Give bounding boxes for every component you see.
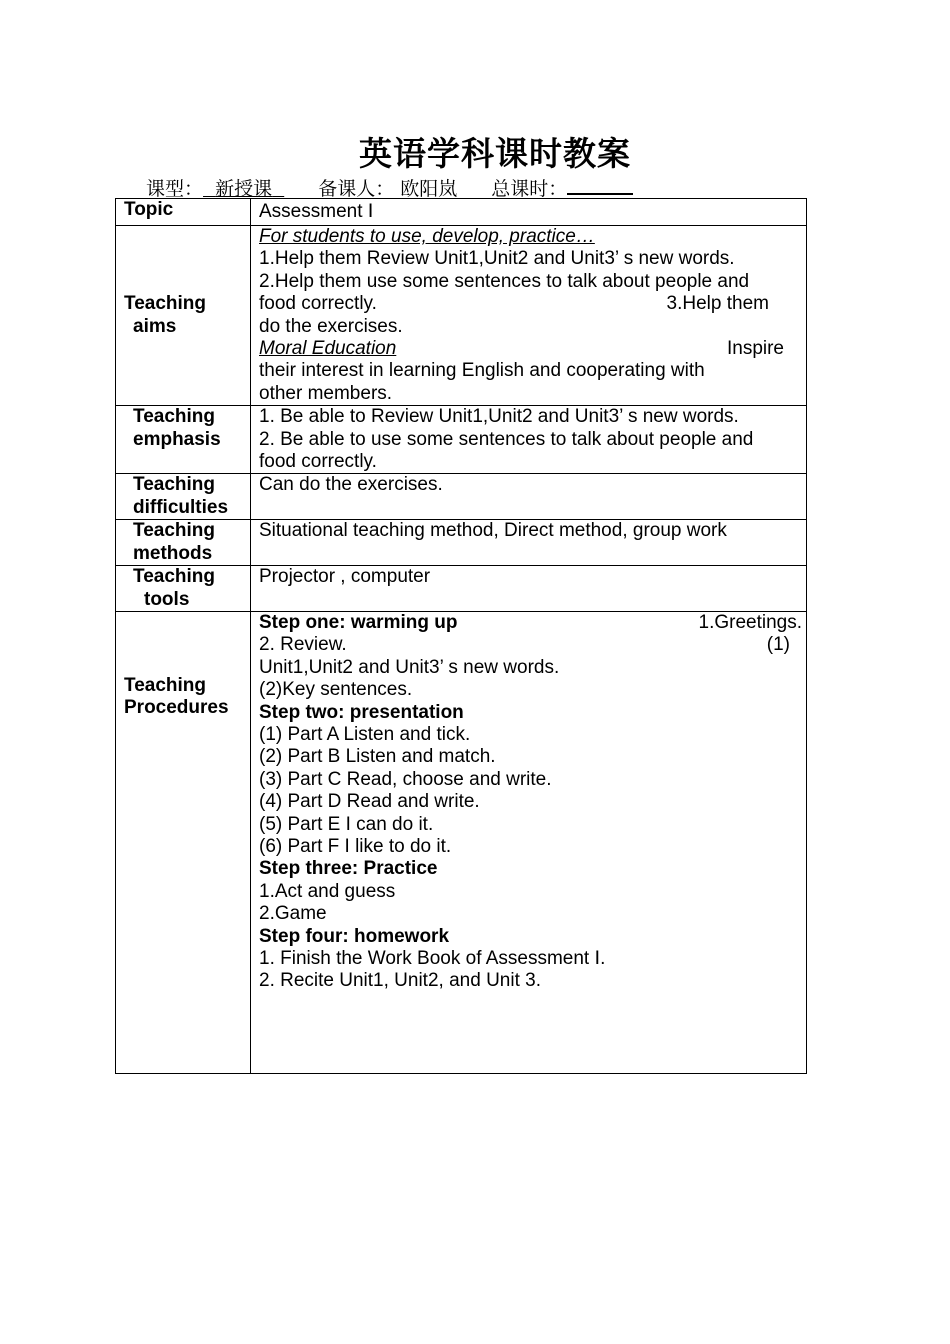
aims-line-4: do the exercises. [259, 315, 403, 337]
moral-line-2: their interest in learning English and cooperating with [259, 360, 705, 382]
topic-label: Topic [116, 199, 251, 226]
lesson-meta [146, 174, 633, 201]
lesson-plan-table [115, 198, 807, 1074]
methods-label: Teaching methods [116, 520, 251, 566]
review-item-1: Unit1,Unit2 and Unit3’ s new words. [259, 656, 560, 678]
total-hours-label: 总课时： [491, 178, 568, 200]
preparer-label: 备课人： [318, 178, 395, 200]
methods-row [116, 520, 807, 566]
aims-line-3: food correctly. 3.Help them [259, 293, 769, 315]
aims-line-2: 2.Help them use some sentences to talk about people and [259, 270, 750, 292]
tools-row [116, 566, 807, 612]
practice-2: 2.Game [259, 903, 327, 925]
topic-row [116, 199, 807, 226]
review-item-2: (2)Key sentences. [259, 679, 413, 701]
procedures-row [116, 611, 807, 1073]
aims-label: Teaching aims [116, 226, 251, 406]
aims-intro: For students to use, develop, practice… [259, 226, 595, 247]
aims-line-1: 1.Help them Review Unit1,Unit2 and Unit3’ s new words. [259, 248, 735, 270]
difficulties-label: Teaching difficulties [116, 474, 251, 520]
difficulties-row [116, 474, 807, 520]
part-a: (1) Part A Listen and tick. [259, 723, 471, 745]
moral-education-line: Moral Education Inspire [259, 338, 784, 360]
homework-2: 2. Recite Unit1, Unit2, and Unit 3. [259, 970, 541, 992]
emphasis-label: Teaching emphasis [116, 406, 251, 474]
topic-value: Assessment Ⅰ [251, 199, 807, 226]
review-line: 2. Review. (1) [259, 634, 790, 656]
methods-value: Situational teaching method, Direct method, group work [251, 520, 807, 566]
total-hours-blank [567, 175, 633, 195]
moral-line-3: other members. [259, 382, 393, 404]
tools-value: Projector , computer [251, 566, 807, 612]
aims-content [251, 226, 807, 406]
emphasis-row [116, 406, 807, 474]
procedures-content [251, 611, 807, 1073]
emphasis-content: 1. Be able to Review Unit1,Unit2 and Unit3’ s new words. 2. Be able to use some sentences to talk about people and food correctly. [251, 406, 807, 474]
document-title: 英语学科课时教案 [359, 134, 631, 173]
difficulties-value: Can do the exercises. [251, 474, 807, 520]
part-d: (4) Part D Read and write. [259, 791, 480, 813]
tools-label: Teaching tools [116, 566, 251, 612]
lesson-type-value: 新授课 [215, 178, 273, 200]
part-c: (3) Part C Read, choose and write. [259, 768, 552, 790]
part-b: (2) Part B Listen and match. [259, 746, 496, 768]
step-three-heading: Step three: Practice [259, 858, 438, 880]
homework-1: 1. Finish the Work Book of Assessment Ⅰ. [259, 948, 606, 969]
procedures-label: Teaching Procedures [116, 611, 251, 1073]
practice-1: 1.Act and guess [259, 880, 396, 902]
aims-row [116, 226, 807, 406]
part-e: (5) Part E I can do it. [259, 813, 434, 835]
step-two-heading: Step two: presentation [259, 701, 464, 723]
step-four-heading: Step four: homework [259, 925, 450, 947]
preparer-value: 欧阳岚 [400, 178, 458, 200]
step-one-line: Step one: warming up 1.Greetings. [259, 611, 802, 633]
part-f: (6) Part F I like to do it. [259, 835, 452, 857]
lesson-type-label: 课型： [146, 178, 204, 200]
